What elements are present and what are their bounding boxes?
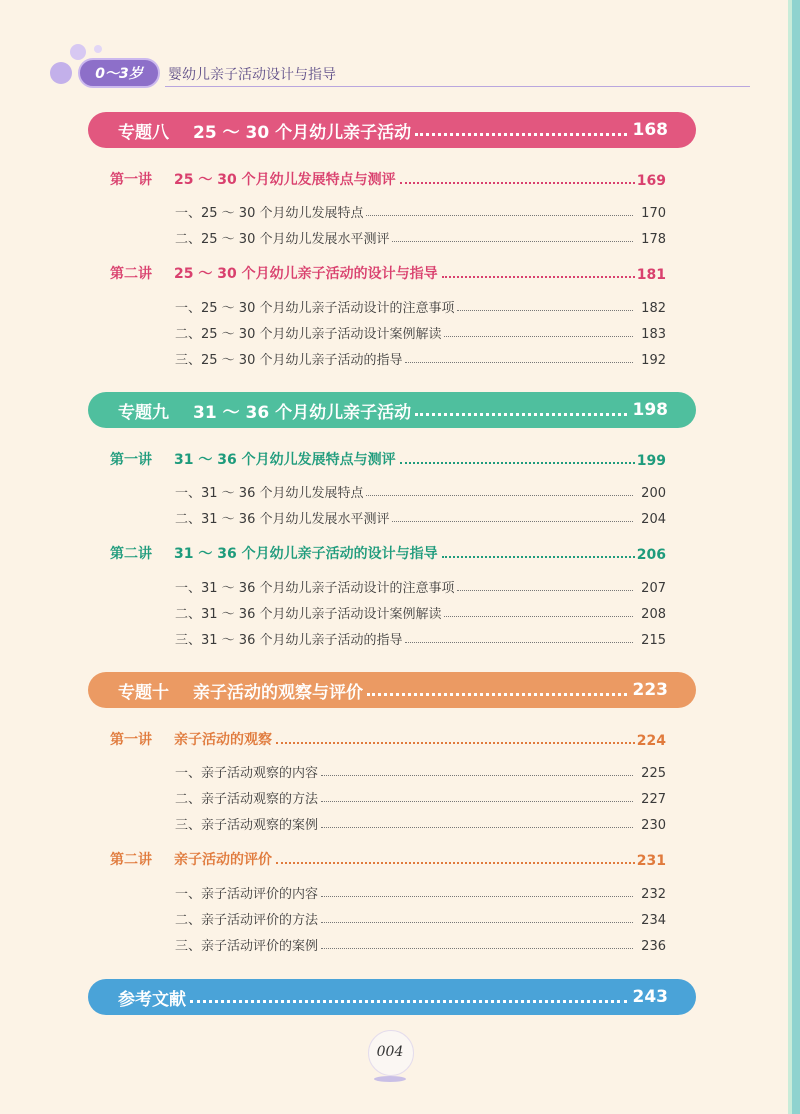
lecture-9-1[interactable] bbox=[110, 447, 666, 469]
toc-item[interactable] bbox=[175, 813, 666, 833]
dot-leader bbox=[457, 590, 633, 591]
chapter-number: 专题八 bbox=[118, 122, 169, 143]
dot-leader bbox=[366, 215, 633, 216]
references-page: 243 bbox=[632, 987, 668, 1007]
references-entry[interactable] bbox=[88, 979, 696, 1015]
chapter-title: 亲子活动的观察与评价 bbox=[193, 682, 363, 703]
item-title: 一、25 ～ 30 个月幼儿亲子活动设计的注意事项 bbox=[175, 301, 455, 316]
book-title: 婴幼儿亲子活动设计与指导 bbox=[168, 67, 336, 83]
dot-leader bbox=[400, 182, 635, 184]
dot-leader bbox=[321, 948, 633, 949]
lecture-page: 181 bbox=[636, 267, 666, 283]
dot-leader bbox=[392, 521, 633, 522]
lecture-page: 224 bbox=[636, 733, 666, 749]
item-title: 三、亲子活动评价的案例 bbox=[175, 939, 319, 954]
item-page: 227 bbox=[641, 792, 666, 807]
lecture-8-1[interactable] bbox=[110, 167, 666, 189]
lecture-number: 第一讲 bbox=[110, 452, 152, 468]
lecture-page: 199 bbox=[636, 453, 666, 469]
toc-item[interactable] bbox=[175, 227, 666, 247]
item-page: 170 bbox=[641, 206, 666, 221]
item-title: 一、亲子活动评价的内容 bbox=[175, 887, 319, 902]
toc-item[interactable] bbox=[175, 934, 666, 954]
item-title: 二、25 ～ 30 个月幼儿亲子活动设计案例解读 bbox=[175, 327, 442, 342]
age-badge: 0～3岁 bbox=[78, 58, 160, 88]
item-page: 208 bbox=[641, 607, 666, 622]
dot-leader bbox=[276, 862, 635, 864]
item-title: 二、亲子活动评价的方法 bbox=[175, 913, 319, 928]
dot-leader bbox=[321, 775, 633, 776]
chapter-page: 198 bbox=[632, 400, 668, 420]
item-title: 一、25 ～ 30 个月幼儿发展特点 bbox=[175, 206, 364, 221]
dot-leader bbox=[190, 1000, 627, 1003]
lecture-title: 31 ～ 36 个月幼儿亲子活动的设计与指导 bbox=[174, 546, 438, 562]
dot-leader bbox=[415, 133, 626, 136]
chapter-page: 223 bbox=[632, 680, 668, 700]
chapter-number: 专题十 bbox=[118, 682, 169, 703]
dot-leader bbox=[442, 556, 635, 558]
item-title: 二、31 ～ 36 个月幼儿发展水平测评 bbox=[175, 512, 390, 527]
dot-leader bbox=[276, 742, 635, 744]
toc-item[interactable] bbox=[175, 882, 666, 902]
decor-dot-small bbox=[94, 45, 102, 53]
item-page: 183 bbox=[641, 327, 666, 342]
toc-item[interactable] bbox=[175, 576, 666, 596]
toc-item[interactable] bbox=[175, 296, 666, 316]
lecture-title: 25 ～ 30 个月幼儿发展特点与测评 bbox=[174, 172, 396, 188]
lecture-number: 第二讲 bbox=[110, 852, 152, 868]
page-number-shadow bbox=[374, 1076, 406, 1082]
lecture-number: 第二讲 bbox=[110, 546, 152, 562]
chapter-title: 31 ～ 36 个月幼儿亲子活动 bbox=[193, 402, 412, 423]
item-page: 232 bbox=[641, 887, 666, 902]
lecture-10-1[interactable] bbox=[110, 727, 666, 749]
toc-item[interactable] bbox=[175, 787, 666, 807]
dot-leader bbox=[366, 495, 633, 496]
toc-item[interactable] bbox=[175, 602, 666, 622]
toc-item[interactable] bbox=[175, 628, 666, 648]
lecture-10-2[interactable] bbox=[110, 847, 666, 869]
dot-leader bbox=[321, 827, 633, 828]
item-page: 225 bbox=[641, 766, 666, 781]
toc-item[interactable] bbox=[175, 348, 666, 368]
dot-leader bbox=[321, 896, 633, 897]
toc-item[interactable] bbox=[175, 908, 666, 928]
lecture-title: 亲子活动的评价 bbox=[174, 852, 272, 868]
chapter-number: 专题九 bbox=[118, 402, 169, 423]
item-page: 234 bbox=[641, 913, 666, 928]
lecture-title: 25 ～ 30 个月幼儿亲子活动的设计与指导 bbox=[174, 266, 438, 282]
dot-leader bbox=[444, 616, 633, 617]
item-title: 二、25 ～ 30 个月幼儿发展水平测评 bbox=[175, 232, 390, 247]
item-title: 三、25 ～ 30 个月幼儿亲子活动的指导 bbox=[175, 353, 403, 368]
dot-leader bbox=[405, 642, 633, 643]
item-title: 三、亲子活动观察的案例 bbox=[175, 818, 319, 833]
dot-leader bbox=[444, 336, 633, 337]
dot-leader bbox=[442, 276, 635, 278]
toc-item[interactable] bbox=[175, 201, 666, 221]
chapter-10[interactable] bbox=[88, 672, 696, 708]
item-title: 二、亲子活动观察的方法 bbox=[175, 792, 319, 807]
lecture-number: 第二讲 bbox=[110, 266, 152, 282]
item-page: 230 bbox=[641, 818, 666, 833]
decor-dot-medium bbox=[70, 44, 86, 60]
dot-leader bbox=[367, 693, 627, 696]
item-page: 192 bbox=[641, 353, 666, 368]
dot-leader bbox=[405, 362, 633, 363]
lecture-8-2[interactable] bbox=[110, 261, 666, 283]
dot-leader bbox=[400, 462, 635, 464]
item-title: 一、亲子活动观察的内容 bbox=[175, 766, 319, 781]
decor-dot-large bbox=[50, 62, 72, 84]
chapter-page: 168 bbox=[632, 120, 668, 140]
item-page: 204 bbox=[641, 512, 666, 527]
lecture-number: 第一讲 bbox=[110, 732, 152, 748]
toc-item[interactable] bbox=[175, 507, 666, 527]
item-title: 二、31 ～ 36 个月幼儿亲子活动设计案例解读 bbox=[175, 607, 442, 622]
page-number: 004 bbox=[376, 1044, 404, 1060]
dot-leader bbox=[321, 801, 633, 802]
lecture-title: 31 ～ 36 个月幼儿发展特点与测评 bbox=[174, 452, 396, 468]
header-rule bbox=[165, 86, 750, 87]
toc-item[interactable] bbox=[175, 322, 666, 342]
item-page: 200 bbox=[641, 486, 666, 501]
page-edge-stripe bbox=[792, 0, 800, 1114]
item-page: 182 bbox=[641, 301, 666, 316]
item-page: 236 bbox=[641, 939, 666, 954]
lecture-9-2[interactable] bbox=[110, 541, 666, 563]
item-page: 178 bbox=[641, 232, 666, 247]
references-title: 参考文献 bbox=[118, 989, 186, 1010]
lecture-page: 231 bbox=[636, 853, 666, 869]
item-title: 一、31 ～ 36 个月幼儿发展特点 bbox=[175, 486, 364, 501]
dot-leader bbox=[457, 310, 633, 311]
item-page: 207 bbox=[641, 581, 666, 596]
toc-item[interactable] bbox=[175, 481, 666, 501]
dot-leader bbox=[321, 922, 633, 923]
lecture-title: 亲子活动的观察 bbox=[174, 732, 272, 748]
chapter-title: 25 ～ 30 个月幼儿亲子活动 bbox=[193, 122, 412, 143]
dot-leader bbox=[392, 241, 633, 242]
item-title: 三、31 ～ 36 个月幼儿亲子活动的指导 bbox=[175, 633, 403, 648]
lecture-number: 第一讲 bbox=[110, 172, 152, 188]
dot-leader bbox=[415, 413, 626, 416]
toc-item[interactable] bbox=[175, 761, 666, 781]
chapter-9[interactable] bbox=[88, 392, 696, 428]
item-page: 215 bbox=[641, 633, 666, 648]
lecture-page: 169 bbox=[636, 173, 666, 189]
item-title: 一、31 ～ 36 个月幼儿亲子活动设计的注意事项 bbox=[175, 581, 455, 596]
lecture-page: 206 bbox=[636, 547, 666, 563]
chapter-8[interactable] bbox=[88, 112, 696, 148]
